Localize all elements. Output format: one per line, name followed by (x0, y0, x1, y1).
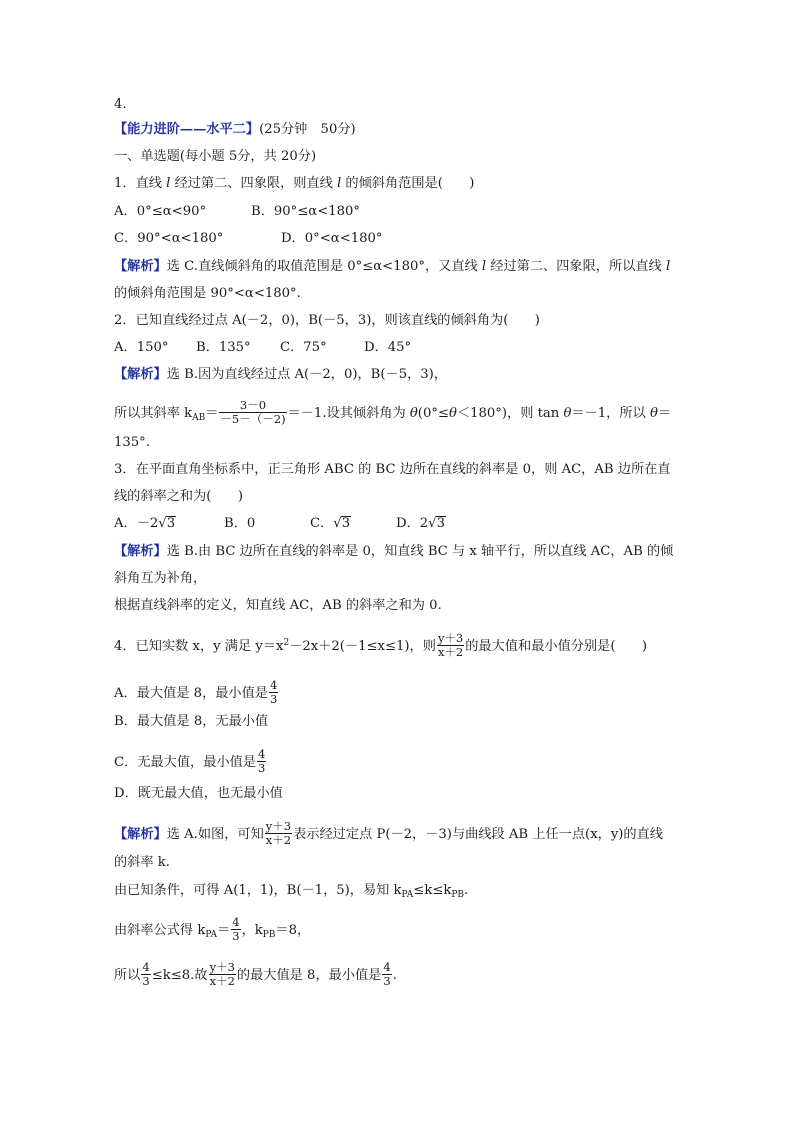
subsection-title: 一、单选题(每小题 5分，共 20分) (114, 149, 317, 164)
question-3-stem-2: 线的斜率之和为( ) (114, 489, 243, 504)
q4-sol-5c: 的最大值是 8，最小值是 (236, 968, 382, 983)
q2-option-b: B．135° (196, 340, 251, 355)
q4-sol-4a: 由斜率公式得 k (114, 923, 206, 938)
q1-sol-a: 选 C.直线倾斜角的取值范围是 0°≤α<180°，又直线 (166, 259, 482, 274)
q4-opt-a-frac (269, 679, 278, 706)
section-meta: (25分钟 50分) (259, 122, 356, 137)
q4-sol-5-den-c: 3 (383, 974, 391, 988)
q4-stem-b: －2x＋2(－1≤x≤1)，则 (289, 639, 436, 654)
q4-option-b: B．最大值是 8，无最小值 (114, 714, 269, 729)
q3-solution-line-1 (114, 543, 673, 561)
q4-sol-4-den: 3 (232, 929, 240, 943)
q1-var-l: l (166, 176, 171, 191)
q4-stem-a: 4．已知实数 x，y 满足 y＝x (114, 639, 284, 654)
q4-sol-1b: 表示经过定点 P(－2，－3)与曲线段 AB 上任一点(x，y)的直线 (293, 827, 663, 842)
q3-option-a: A．－2√3 (114, 516, 176, 531)
q4-fraction (437, 632, 464, 659)
q2-sol-2d: ＜180°)，则 tan (456, 406, 564, 421)
q1-text-c: 的倾斜角范围是( ) (341, 176, 475, 191)
q2-solution-line-3: 135°. (114, 435, 150, 450)
q4-sub-pb: PB (451, 890, 465, 900)
q2-eq: ＝ (205, 406, 219, 421)
q1-option-c: C．90°<α<180° (114, 231, 224, 246)
q1-sol-b: 经过第二、四象限，所以直线 (486, 259, 666, 274)
q4-frac-den: x＋2 (437, 645, 464, 659)
q2-sol-2c: (0°≤ (417, 406, 449, 421)
q2-theta-2: θ (448, 406, 457, 421)
q4-sol-4-sub-pb: PB (262, 930, 276, 940)
question-2-stem: 2．已知直线经过点 A(－2，0)，B(－5，3)，则该直线的倾斜角为( ) (114, 313, 540, 328)
q4-sol-frac-1-den: x＋2 (265, 833, 292, 847)
q2-sol-2f: ＝ (657, 406, 672, 421)
q2-solution-line-1 (114, 366, 447, 384)
q4-solution-line-4 (114, 917, 310, 944)
q4-solution-line-2: 的斜率 k. (114, 855, 170, 870)
q3-sol-1: 选 B.由 BC 边所在直线的斜率是 0，知直线 BC 与 x 轴平行，所以直线 AC，AB 的倾 (166, 544, 674, 559)
q4-sol-5-frac-b (209, 961, 236, 988)
q2-sol-2e: ＝－1，所以 (571, 406, 650, 421)
q3-option-c: C．√3 (310, 516, 351, 531)
q4-sol-5b: ≤k≤8.故 (151, 968, 208, 983)
q4-stem-c: 的最大值和最小值分别是( ) (465, 639, 647, 654)
q4-sol-3c: . (464, 883, 469, 898)
q3-opt-a-text: A．－2 (114, 516, 159, 531)
q4-frac-num: y＋3 (437, 631, 464, 645)
q2-fraction (219, 399, 286, 426)
q4-solution-tag: 【解析】 (114, 827, 167, 842)
q4-sol-4b: ＝ (217, 923, 231, 938)
q3-solution-line-2: 斜角互为补角， (114, 571, 207, 586)
q1-var-l-2: l (337, 176, 342, 191)
q4-sup-2: 2 (283, 638, 290, 648)
q4-sol-5-frac-c (382, 961, 391, 988)
question-1-stem (114, 175, 474, 193)
q1-text-b: 经过第二、四象限，则直线 (170, 176, 338, 191)
q2-option-a: A．150° (114, 340, 169, 355)
section-title: 【能力进阶——水平二】 (114, 122, 260, 137)
q4-sol-5-num-b: y＋3 (209, 960, 235, 974)
q1-solution-line-2: 的倾斜角范围是 90°<α<180°. (114, 286, 301, 301)
q4-sol-1a: 选 A.如图，可知 (166, 827, 264, 842)
q3-solution-line-3: 根据直线斜率的定义，知直线 AC，AB 的斜率之和为 0. (114, 598, 442, 613)
q1-option-a: A．0°≤α<90° (114, 204, 207, 219)
q4-option-c (114, 749, 267, 776)
q3-sqrt-arg-c: 3 (341, 516, 351, 531)
q1-solution-tag: 【解析】 (114, 259, 167, 274)
q2-theta-3: θ (563, 406, 572, 421)
q1-sol-var-l-2: l (665, 259, 671, 274)
q2-sol-1: 选 B.因为直线经过点 A(－2，0)，B(－5，3)， (166, 367, 447, 382)
q4-opt-a-text: A．最大值是 8，最小值是 (114, 686, 268, 701)
q4-sub-pa: PA (401, 890, 414, 900)
q2-frac-den: －5－（－2) (220, 412, 286, 426)
q1-solution-line-1 (114, 258, 670, 276)
q3-opt-c-text: C． (310, 516, 334, 531)
q2-sol-2a: 所以其斜率 k (114, 406, 193, 421)
q4-option-d: D．既无最大值，也无最小值 (114, 786, 283, 801)
q2-option-c: C．75° (280, 340, 327, 355)
q4-sol-frac-1-num: y＋3 (265, 819, 292, 833)
q4-sol-4c: ，k (241, 923, 263, 938)
q4-opt-c-frac (257, 748, 266, 775)
q3-option-d: D．2√3 (396, 516, 445, 531)
q4-sol-4d: ＝8， (275, 923, 311, 938)
q4-sol-5-num-c: 4 (383, 960, 391, 974)
q4-sol-4-frac (231, 916, 240, 943)
q4-solution-line-1 (114, 821, 663, 848)
section-heading (114, 121, 356, 139)
q2-option-d: D．45° (364, 340, 412, 355)
q4-sol-3b: ≤k≤k (413, 883, 452, 898)
q4-sol-3a: 由已知条件，可得 A(1，1)，B(－1，5)，易知 k (114, 883, 402, 898)
q2-solution-line-2 (114, 400, 671, 427)
q4-solution-line-5 (114, 962, 397, 989)
q4-opt-a-num: 4 (269, 678, 278, 692)
q2-theta: θ (409, 406, 418, 421)
q1-option-b: B．90°≤α<180° (251, 204, 361, 219)
q4-opt-c-den: 3 (257, 761, 266, 775)
q4-opt-c-num: 4 (257, 747, 266, 761)
q4-sol-4-num: 4 (232, 915, 240, 929)
q3-option-b: B．0 (224, 516, 256, 531)
q4-sol-4-sub-pa: PA (205, 930, 218, 940)
q4-sol-5-num-a: 4 (142, 960, 150, 974)
q4-option-a (114, 680, 279, 707)
q2-frac-num: 3－0 (239, 398, 267, 412)
page-number: 4. (114, 97, 127, 112)
q4-sol-5-frac-a (141, 961, 150, 988)
q2-sub-ab: AB (192, 413, 206, 423)
q1-option-d: D．0°<α<180° (281, 231, 383, 246)
question-3-stem-1: 3．在平面直角坐标系中，正三角形 ABC 的 BC 边所在直线的斜率是 0，则 AC，AB 边所在直 (114, 462, 671, 477)
q4-solution-line-3 (114, 882, 468, 904)
q4-opt-c-text: C．无最大值，最小值是 (114, 755, 256, 770)
q3-opt-d-text: D．2 (396, 516, 429, 531)
q4-opt-a-den: 3 (269, 692, 278, 706)
q4-sol-frac-1 (265, 820, 292, 847)
q4-sol-5d: . (392, 968, 397, 983)
q3-sqrt-arg-d: 3 (436, 516, 445, 531)
q3-solution-tag: 【解析】 (114, 544, 167, 559)
q3-sqrt-arg-a: 3 (166, 516, 176, 531)
q2-theta-4: θ (649, 406, 658, 421)
q4-sol-5a: 所以 (114, 968, 141, 983)
question-4-stem (114, 633, 647, 660)
q4-sol-5-den-a: 3 (142, 974, 150, 988)
q1-sol-var-l: l (481, 259, 487, 274)
q4-sol-5-den-b: x＋2 (209, 974, 235, 988)
q1-text-a: 1．直线 (114, 176, 167, 191)
q2-solution-tag: 【解析】 (114, 367, 167, 382)
q2-sol-2b: ＝－1.设其倾斜角为 (287, 406, 410, 421)
